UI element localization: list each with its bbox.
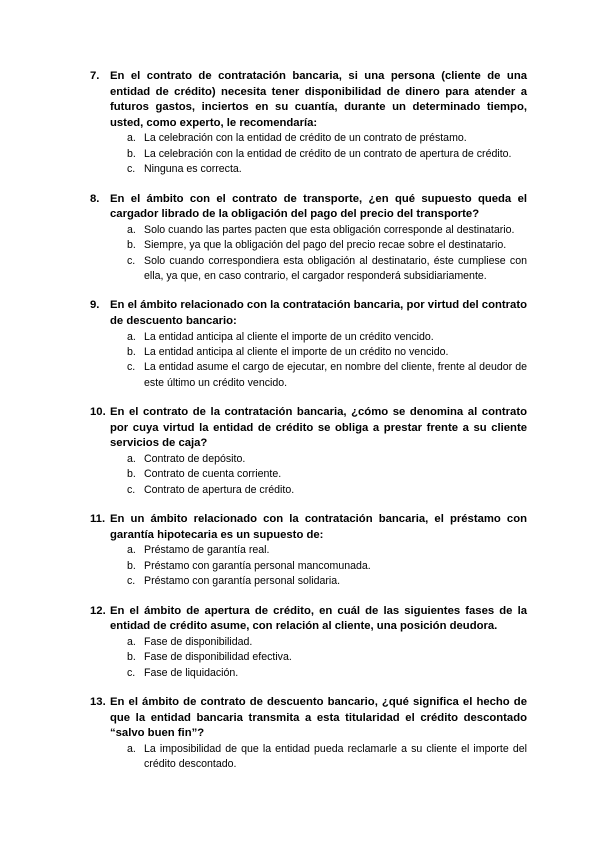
option-text: La entidad anticipa al cliente el importe de un crédito vencido. — [144, 330, 434, 343]
option-letter: a. — [127, 635, 136, 648]
option-a — [90, 635, 527, 650]
option-letter: c. — [127, 361, 136, 374]
question-number: 9. — [90, 299, 100, 312]
question-header — [90, 192, 527, 223]
option-a — [90, 131, 527, 146]
question-9 — [90, 298, 527, 391]
question-number: 8. — [90, 192, 100, 205]
option-letter: c. — [127, 254, 136, 267]
question-text: En el ámbito de apertura de crédito, en cuál de las siguientes fases de la entidad de crédito asume, con relación al cliente, una posición deudora. — [110, 604, 527, 633]
question-8 — [90, 192, 527, 285]
option-list — [90, 635, 527, 681]
question-11 — [90, 512, 527, 589]
option-text: Contrato de cuenta corriente. — [144, 468, 282, 481]
option-a — [90, 223, 527, 238]
question-text: En el ámbito con el contrato de transporte, ¿en qué supuesto queda el cargador librado de la obligación del pago del precio del transporte? — [110, 192, 527, 221]
option-a — [90, 543, 527, 558]
option-letter: c. — [127, 666, 136, 679]
option-list — [90, 452, 527, 498]
option-text: Fase de liquidación. — [144, 666, 239, 679]
option-letter: a. — [127, 742, 136, 755]
option-b — [90, 345, 527, 360]
option-text: Siempre, ya que la obligación del pago del precio recae sobre el destinatario. — [144, 239, 507, 252]
option-letter: b. — [127, 147, 136, 160]
option-c — [90, 162, 527, 177]
question-text: En el contrato de contratación bancaria, si una persona (cliente de una entidad de crédito) necesita tener disponibilidad de dinero para atender a futuros gastos, inciertos en su cuantía, durante un determinado tiempo, usted, como experto, le recomendaría: — [110, 70, 527, 129]
option-letter: a. — [127, 544, 136, 557]
question-text: En el ámbito de contrato de descuento bancario, ¿qué significa el hecho de que la entidad bancaria transmita a esta titularidad el crédito descontado “salvo buen fin”? — [110, 696, 527, 740]
question-text: En un ámbito relacionado con la contratación bancaria, el préstamo con garantía hipotecaria es un supuesto de: — [110, 513, 527, 541]
option-list — [90, 131, 527, 177]
option-c — [90, 254, 527, 285]
option-b — [90, 650, 527, 665]
question-header — [90, 405, 527, 452]
option-letter: c. — [127, 483, 136, 496]
question-10 — [90, 405, 527, 498]
option-text: La celebración con la entidad de crédito de un contrato de apertura de crédito. — [144, 147, 512, 160]
option-text: La imposibilidad de que la entidad pueda reclamarle a su cliente el importe del crédito descontado. — [144, 742, 527, 771]
option-letter: a. — [127, 330, 136, 343]
option-c — [90, 666, 527, 681]
question-list — [90, 69, 527, 787]
option-text: Préstamo de garantía real. — [144, 544, 270, 557]
option-text: La entidad asume el cargo de ejecutar, en nombre del cliente, frente al deudor de este último un crédito vencido. — [144, 361, 527, 389]
option-c — [90, 574, 527, 589]
option-text: Fase de disponibilidad. — [144, 635, 253, 648]
option-a — [90, 452, 527, 467]
option-text: Solo cuando las partes pacten que esta obligación corresponde al destinatario. — [144, 223, 515, 236]
option-text: Contrato de depósito. — [144, 453, 246, 465]
question-header — [90, 512, 527, 543]
option-letter: a. — [127, 453, 136, 465]
question-number: 11. — [90, 513, 106, 526]
option-list — [90, 742, 527, 773]
option-letter: b. — [127, 239, 136, 252]
option-a — [90, 742, 527, 773]
option-letter: c. — [127, 163, 136, 176]
option-text: Contrato de apertura de crédito. — [144, 483, 295, 496]
question-header — [90, 69, 527, 131]
option-b — [90, 147, 527, 162]
question-text: En el ámbito relacionado con la contratación bancaria, por virtud del contrato de descuento bancario: — [110, 299, 527, 327]
option-letter: b. — [127, 651, 136, 664]
option-letter: b. — [127, 559, 136, 572]
option-list — [90, 330, 527, 392]
option-letter: c. — [127, 575, 136, 588]
option-a — [90, 330, 527, 345]
option-c — [90, 483, 527, 498]
option-b — [90, 559, 527, 574]
question-number: 12. — [90, 604, 106, 617]
question-12 — [90, 604, 527, 681]
option-text: Préstamo con garantía personal solidaria. — [144, 575, 341, 588]
option-text: Solo cuando correspondiera esta obligación al destinatario, éste cumpliese con ella, ya que, en caso contrario, el cargador responderá subsidiariamente. — [144, 254, 527, 282]
option-b — [90, 238, 527, 253]
option-letter: b. — [127, 346, 136, 358]
question-13 — [90, 695, 527, 773]
question-number: 10. — [90, 406, 106, 419]
option-text: Ninguna es correcta. — [144, 163, 242, 176]
option-letter: a. — [127, 223, 136, 236]
option-list — [90, 223, 527, 285]
question-text: En el contrato de la contratación bancaria, ¿cómo se denomina al contrato por cuya virtud la entidad de crédito se obliga a prestar frente a su cliente servicios de caja? — [110, 406, 527, 450]
question-header — [90, 695, 527, 742]
option-list — [90, 543, 527, 589]
option-letter: b. — [127, 468, 136, 481]
option-letter: a. — [127, 132, 136, 145]
option-text: La entidad anticipa al cliente el importe de un crédito no vencido. — [144, 346, 449, 358]
question-header — [90, 298, 527, 329]
option-c — [90, 360, 527, 391]
question-header — [90, 604, 527, 635]
question-7 — [90, 69, 527, 178]
question-number: 7. — [90, 70, 100, 82]
option-b — [90, 467, 527, 482]
option-text: La celebración con la entidad de crédito de un contrato de préstamo. — [144, 132, 467, 145]
question-number: 13. — [90, 696, 106, 709]
option-text: Préstamo con garantía personal mancomunada. — [144, 559, 371, 572]
option-text: Fase de disponibilidad efectiva. — [144, 651, 292, 664]
